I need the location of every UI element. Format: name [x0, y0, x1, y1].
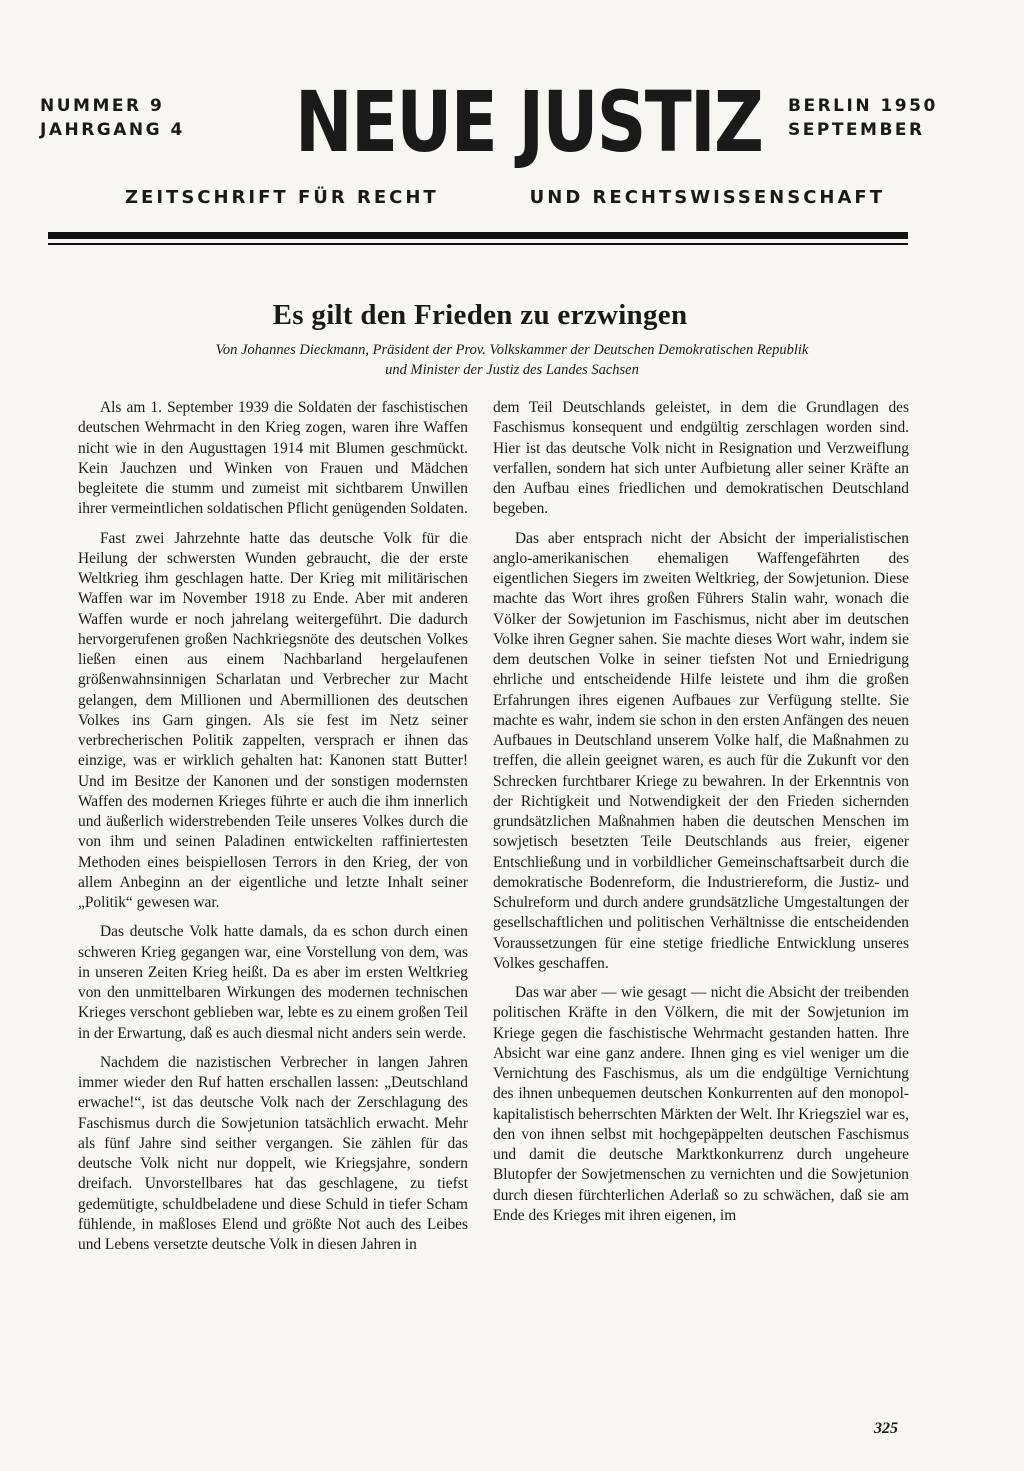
byline-line-2: und Minister der Justiz des Landes Sachsen	[385, 362, 639, 378]
paragraph: Das aber entsprach nicht der Absicht der imperialistischen anglo-amerikanischen ehemaligen Waffengefährten des eigentlichen Siegers im zweiten Weltkrieg, der Sowjetunion. Diese machte das Wort ihres großen Führers Stalin wahr, wonach die Völker der Sowjetunion im Faschismus, nicht aber im deutschen Volke ihren Gegner sahen. Sie machte dieses Wort wahr, indem sie dem deutschen Volke in seiner tiefsten Not und Erniedrigung ehrliche und entscheidende Hilfe leistete und ihm die großen Erfahrungen ihres eigenen Aufbaues zur Verfügung stellte. Sie machte es wahr, indem sie schon in den ersten Anfängen des neuen Aufbaues in Deutschland unserem Volke half, die Maßnahmen zu treffen, die allein geeignet waren, es auch für die Zukunft vor den Schrecken furchtbarer Kriege zu bewahren. In der Erkenntnis von der Richtigkeit und Notwendigkeit der den Frieden sichernden grundsätzlichen Maßnahmen haben die deutschen Menschen im sowjetisch besetzten Teile Deutschlands aus freier, eigener Entschließung und in vorbildlicher Gemeinschaftsarbeit durch die demokratische Bodenreform, die Industriereform, die Justiz- und Schulreform und durch andere grundsätzliche Umgestaltungen der gesellschaftlichen und politischen Verhältnisse die entscheidenden Voraussetzungen für eine stetige friedliche Entwicklung unseres Volkes geschaffen.	[493, 529, 909, 972]
publication-info	[788, 94, 938, 142]
byline-line-1: Von Johannes Dieckmann, Präsident der Prov. Volkskammer der Deutschen Demokratischen Republik	[215, 342, 809, 358]
issue-info	[40, 94, 185, 142]
month: SEPTEMBER	[788, 120, 925, 140]
page-number: 325	[874, 1420, 898, 1437]
place-year: BERLIN 1950	[788, 96, 938, 116]
paragraph: Das war aber — wie gesagt — nicht die Absicht der treibenden politischen Kräfte in den Völkern, die mit der Sowjetunion im Kriege gegen die faschistische Wehrmacht gestanden hatten. Ihre Absicht war eine ganz andere. Ihnen ging es viel weniger um die Vernichtung des Faschismus, als um die endgültige Vernichtung des ihnen unbequemen deutschen Konkurrenten auf den monopol-kapitalistisch beherrschten Märkten der Welt. Ihr Kriegsziel war es, den von ihnen selbst mit hochgepäppelten deutschen Faschismus und damit die deutsche Marktkonkurrenz durch ungeheure Blutopfer der Sowjetmenschen zu vernichten und die Sowjetunion durch diesen fürchterlichen Aderlaß so zu schwächen, daß sie am Ende des Krieges mit ihren eigenen, im	[493, 984, 909, 1224]
paragraph: Nachdem die nazistischen Verbrecher in langen Jahren immer wieder den Ruf hatten erschallen lassen: „Deutschland erwache!“, ist das deutsche Volk nach der Zerschlagung des Faschismus durch die Sowjetunion tatsächlich erwacht. Mehr als fünf Jahre sind seither vergangen. Sie zählen für das deutsche Volk nicht nur doppelt, wie Kriegsjahre, sondern dreifach. Unvorstellbares hat das geschlagene, zu tiefst gedemütigte, schuldbeladene und diese Schuld in tiefer Scham fühlende, in maßloses Elend und größte Not auch des Leibes und Lebens versetzte deutsche Volk in diesen Jahren in	[78, 1053, 468, 1253]
masthead-rule-thick	[48, 232, 908, 239]
masthead-rule-thin	[48, 243, 908, 245]
paragraph: Fast zwei Jahrzehnte hatte das deutsche Volk für die Heilung der schwersten Wunden gebraucht, die der erste Weltkrieg ihm geschlagen hatte. Der Krieg mit militärischen Waffen war im November 1918 zu Ende. Aber mit anderen Waffen wurde er noch jahrelang weitergeführt. Die dadurch hervorgerufenen großen Nachkriegsnöte des deutschen Volkes ließen einen aus einem Nachbarland hergelaufenen größenwahnsinnigen Scharlatan und Verbrecher zur Macht gelangen, dem Millionen und Abermillionen des deutschen Volkes ins Garn gingen. Als sie fest im Netz seiner verbrecherischen Politik zappelten, versprach er ihnen das einzige, was er wirklich gehalten hat: Kanonen statt Butter! Und im Besitze der Kanonen und der sonstigen modernsten Waffen des modernen Krieges führte er auch die ihm innerlich und äußerlich widerstrebenden Teile unseres Volkes durch die von ihm und seinen Paladinen entwickelten raffiniertesten Methoden eines beispiellosen Terrors in den Krieg, der von allem Anbeginn an der eigentliche und letzte Inhalt seiner „Politik“ gewesen war.	[78, 529, 468, 911]
volume-year: JAHRGANG 4	[40, 120, 185, 140]
issue-number: NUMMER 9	[40, 96, 165, 116]
right-column	[493, 398, 909, 1235]
left-column	[78, 398, 468, 1264]
article-title: Es gilt den Frieden zu erzwingen	[272, 299, 688, 331]
journal-logo: NEUE JUSTIZ	[295, 73, 763, 171]
paragraph: dem Teil Deutschlands geleistet, in dem die Grundlagen des Faschismus konsequent und endgültig zerschlagen worden sind. Hier ist das deutsche Volk nicht in Resignation und Verzweiflung verfallen, sondern hat sich unter Aufbietung aller seiner Kräfte an den Aufbau eines friedlichen und demokratischen Deutschland begeben.	[493, 399, 909, 518]
paragraph: Das deutsche Volk hatte damals, da es schon durch einen schweren Krieg gegangen war, eine Vorstellung von dem, was in unseren Zeiten Krieg heißt. Da es aber im ersten Weltkrieg von den unmittelbaren Wirkungen des modernen technischen Krieges verschont geblieben war, lebte es zu einem großen Teil in der Erwartung, daß es auch diesmal nicht anders sein werde.	[78, 923, 468, 1042]
journal-subtitle	[125, 187, 885, 208]
paragraph: Als am 1. September 1939 die Soldaten der faschistischen deutschen Wehrmacht in den Krieg zogen, waren ihre Waffen nicht wie in den Augusttagen 1914 mit Blumen geschmückt. Kein Jauchzen und Winken von Frauen und Mädchen begleitete die stumm und zumeist mit sichtbarem Unwillen ihrer vermeintlichen soldatischen Pflicht genügenden Soldaten.	[78, 399, 468, 518]
subtitle-left: ZEITSCHRIFT FÜR RECHT	[125, 187, 439, 208]
article-byline	[0, 340, 1024, 380]
subtitle-right: UND RECHTSWISSENSCHAFT	[529, 187, 885, 208]
